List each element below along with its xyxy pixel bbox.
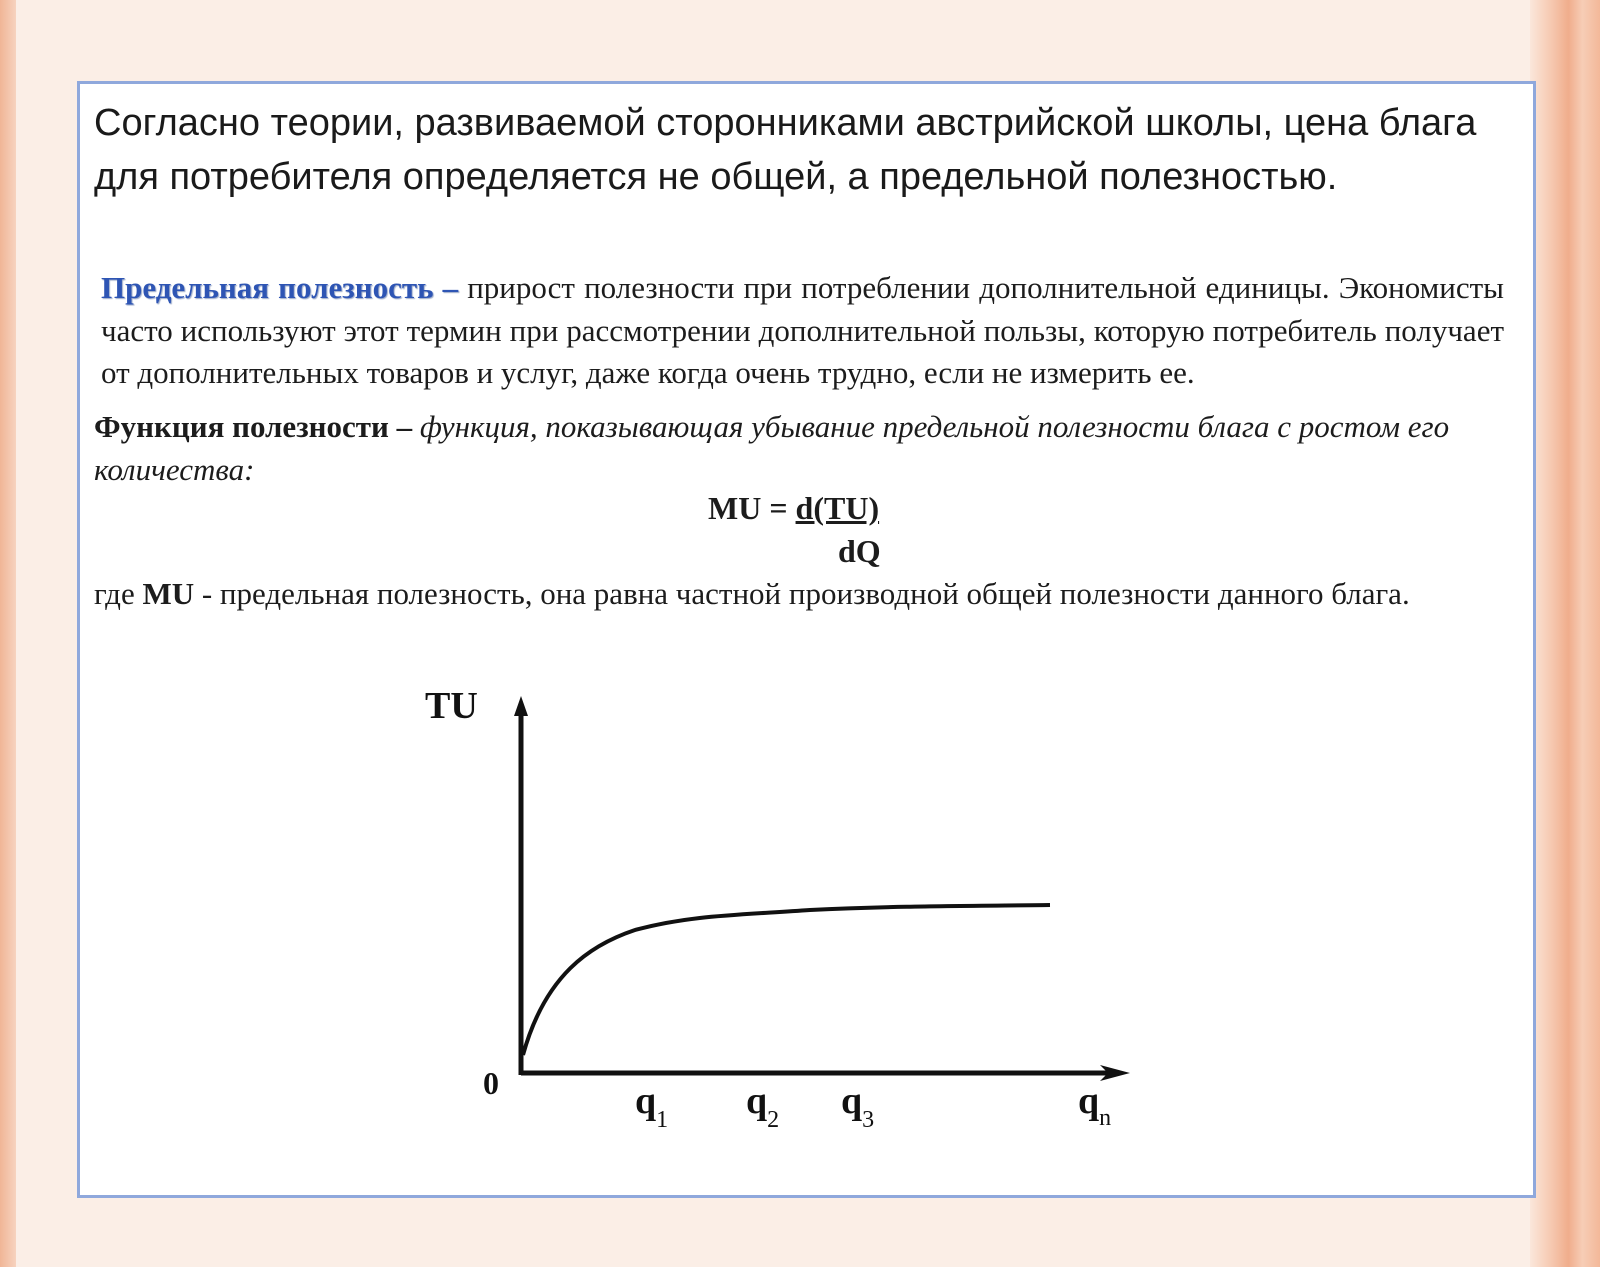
y-axis-arrow — [514, 696, 528, 716]
x-tick-label — [746, 1080, 779, 1133]
formula-denominator: dQ — [838, 533, 881, 569]
x-tick-base: q — [635, 1080, 657, 1122]
total-utility-curve — [523, 905, 1050, 1055]
explanation-text: - предельная полезность, она равна частной производной общей полезности данного блага. — [194, 576, 1410, 611]
x-tick-label — [1078, 1080, 1111, 1131]
x-tick-base: q — [841, 1080, 863, 1122]
definition-text: прирост полезности при потреблении дополнительной единицы. Экономисты часто используют этот термин при рассмотрении дополнительной пользы, которую потребитель получает от дополнительных товаров и услуг, даже когда очень трудно, если не измерить ее. — [101, 270, 1504, 390]
explanation-symbol: MU — [142, 576, 195, 611]
utility-function-text: функция, показывающая убывание предельной полезности блага с ростом его количества: — [94, 409, 1450, 487]
x-tick-sub: n — [1099, 1105, 1112, 1131]
origin-label: 0 — [483, 1065, 499, 1101]
x-tick-base: q — [746, 1080, 768, 1122]
x-tick-label — [635, 1080, 668, 1133]
explanation-prefix: где — [94, 576, 143, 611]
x-tick-sub: 3 — [862, 1107, 875, 1133]
x-tick-sub: 2 — [767, 1107, 780, 1133]
x-tick-base: q — [1078, 1080, 1100, 1122]
y-axis-label: TU — [425, 685, 478, 727]
intro-paragraph: Согласно теории, развиваемой сторонниками австрийской школы, цена блага для потребителя определяется не общей, а предельной полезностью. — [94, 102, 1477, 198]
utility-function-term: Функция полезности – — [94, 409, 413, 444]
x-tick-sub: 1 — [656, 1107, 669, 1133]
definition-term: Предельная полезность – — [101, 270, 459, 305]
formula-lhs: MU = — [708, 490, 796, 526]
formula-numerator: d(TU) — [795, 490, 880, 526]
x-tick-label — [841, 1080, 874, 1133]
